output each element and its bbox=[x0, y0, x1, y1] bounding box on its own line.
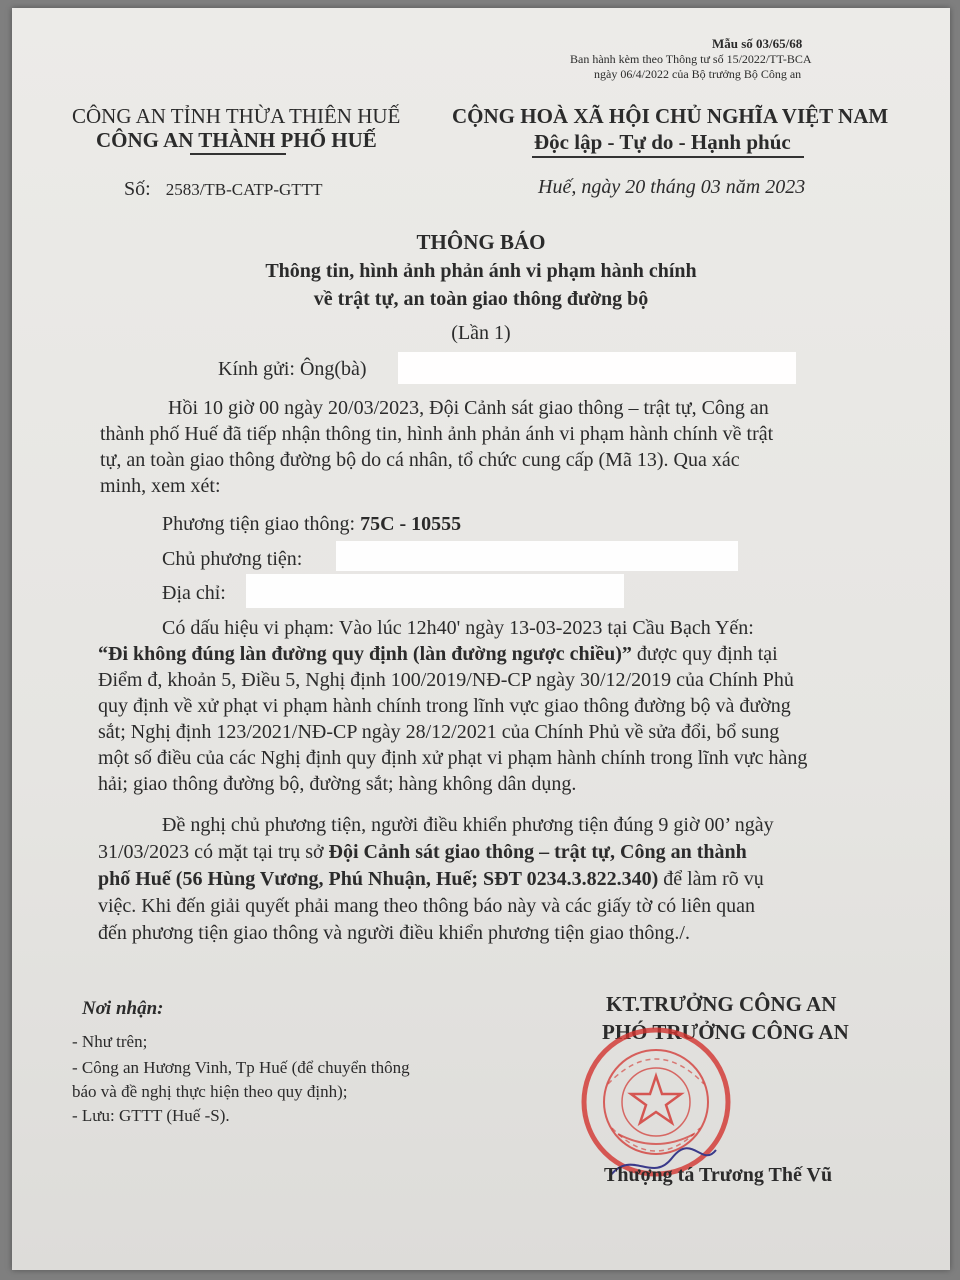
violation-line-1: Có dấu hiệu vi phạm: Vào lúc 12h40' ngày 13-03-2023 tại Cầu Bạch Yến: bbox=[162, 617, 754, 639]
motto: Độc lập - Tự do - Hạnh phúc bbox=[534, 130, 791, 154]
violation-line-7: hải; giao thông đường bộ, đường sắt; hàng không dân dụng. bbox=[98, 773, 577, 795]
request-line-2a: 31/03/2023 có mặt tại trụ sở bbox=[98, 841, 329, 863]
agency-underline bbox=[190, 153, 286, 155]
notice-issue: (Lần 1) bbox=[451, 322, 511, 344]
form-number: Mẫu số 03/65/68 bbox=[712, 36, 803, 51]
doc-number-row bbox=[124, 178, 322, 201]
recipient-item-3: báo và đề nghị thực hiện theo quy định); bbox=[72, 1082, 348, 1101]
address-label: Địa chỉ: bbox=[162, 582, 226, 604]
document-page bbox=[12, 8, 950, 1270]
nation-title: CỘNG HOÀ XÃ HỘI CHỦ NGHĨA VIỆT NAM bbox=[452, 104, 889, 128]
signature-title-1: KT.TRƯỞNG CÔNG AN bbox=[606, 992, 837, 1016]
form-issued-line1: Ban hành kèm theo Thông tư số 15/2022/TT-BCA bbox=[570, 52, 812, 66]
addressee-label: Kính gửi: Ông(bà) bbox=[218, 358, 367, 380]
intro-line-1: Hồi 10 giờ 00 ngày 20/03/2023, Đội Cảnh sát giao thông – trật tự, Công an bbox=[168, 397, 769, 419]
signer-name: Thượng tá Trương Thế Vũ bbox=[604, 1164, 833, 1186]
redaction-addressee bbox=[398, 352, 796, 384]
violation-line-5: sắt; Nghị định 123/2021/NĐ-CP ngày 28/12/2021 của Chính Phủ về sửa đổi, bổ sung bbox=[98, 721, 780, 743]
signature-title-2: PHÓ TRƯỞNG CÔNG AN bbox=[602, 1020, 849, 1044]
intro-line-2: thành phố Huế đã tiếp nhận thông tin, hình ảnh phản ánh vi phạm hành chính về trật bbox=[100, 423, 774, 445]
recipient-item-1: - Như trên; bbox=[72, 1032, 148, 1051]
request-line-1: Đề nghị chủ phương tiện, người điều khiển phương tiện đúng 9 giờ 00’ ngày bbox=[162, 814, 774, 836]
motto-underline bbox=[532, 156, 804, 158]
recipient-item-2: - Công an Hương Vinh, Tp Huế (để chuyển thông bbox=[72, 1058, 410, 1077]
request-line-3b: phố Huế (56 Hùng Vương, Phú Nhuận, Huế; SĐT 0234.3.822.340) bbox=[98, 868, 659, 890]
agency-name: CÔNG AN THÀNH PHỐ HUẾ bbox=[96, 128, 377, 152]
notice-subtitle-1: Thông tin, hình ảnh phản ánh vi phạm hành chính bbox=[265, 260, 697, 282]
request-line-3 bbox=[98, 868, 764, 891]
violation-line-3: Điểm đ, khoản 5, Điều 5, Nghị định 100/2019/NĐ-CP ngày 30/12/2019 của Chính Phủ bbox=[98, 669, 794, 691]
violation-line-6: một số điều của các Nghị định quy định xử phạt vi phạm hành chính trong lĩnh vực hàng bbox=[98, 747, 808, 769]
request-line-5: đến phương tiện giao thông và người điều khiển phương tiện giao thông./. bbox=[98, 922, 690, 944]
request-line-4: việc. Khi đến giải quyết phải mang theo thông báo này và các giấy tờ có liên quan bbox=[98, 895, 756, 917]
recipients-title: Nơi nhận: bbox=[82, 998, 164, 1019]
vehicle-plate: 75C - 10555 bbox=[360, 513, 462, 535]
vehicle-label: Phương tiện giao thông: bbox=[162, 513, 356, 535]
agency-parent: CÔNG AN TỈNH THỪA THIÊN HUẾ bbox=[72, 104, 401, 128]
notice-subtitle-2: về trật tự, an toàn giao thông đường bộ bbox=[313, 288, 649, 310]
violation-quote: “Đi không đúng làn đường quy định (làn đường ngược chiều)” bbox=[98, 643, 632, 665]
request-line-3c: để làm rõ vụ bbox=[658, 868, 764, 890]
doc-number: 2583/TB-CATP-GTTT bbox=[165, 180, 323, 199]
notice-title: THÔNG BÁO bbox=[416, 230, 546, 254]
intro-line-4: minh, xem xét: bbox=[100, 475, 221, 497]
vehicle-row bbox=[162, 513, 461, 536]
owner-label: Chủ phương tiện: bbox=[162, 548, 303, 570]
redaction-address bbox=[246, 574, 624, 608]
recipient-item-4: - Lưu: GTTT (Huế -S). bbox=[72, 1106, 230, 1125]
violation-line-4: quy định về xử phạt vi phạm hành chính trong lĩnh vực giao thông đường bộ và đường bbox=[98, 695, 791, 717]
doc-number-label: Số: bbox=[124, 178, 151, 200]
violation-quote-row bbox=[98, 643, 778, 666]
request-line-2b: Đội Cảnh sát giao thông – trật tự, Công an thành bbox=[328, 841, 747, 863]
intro-line-3: tự, an toàn giao thông đường bộ do cá nhân, tổ chức cung cấp (Mã 13). Qua xác bbox=[100, 449, 740, 471]
violation-quote-rest: được quy định tại bbox=[631, 643, 778, 665]
redaction-owner bbox=[336, 541, 738, 571]
place-date: Huế, ngày 20 tháng 03 năm 2023 bbox=[538, 176, 806, 198]
request-line-2 bbox=[98, 841, 747, 864]
form-issued-line2: ngày 06/4/2022 của Bộ trưởng Bộ Công an bbox=[594, 67, 802, 81]
